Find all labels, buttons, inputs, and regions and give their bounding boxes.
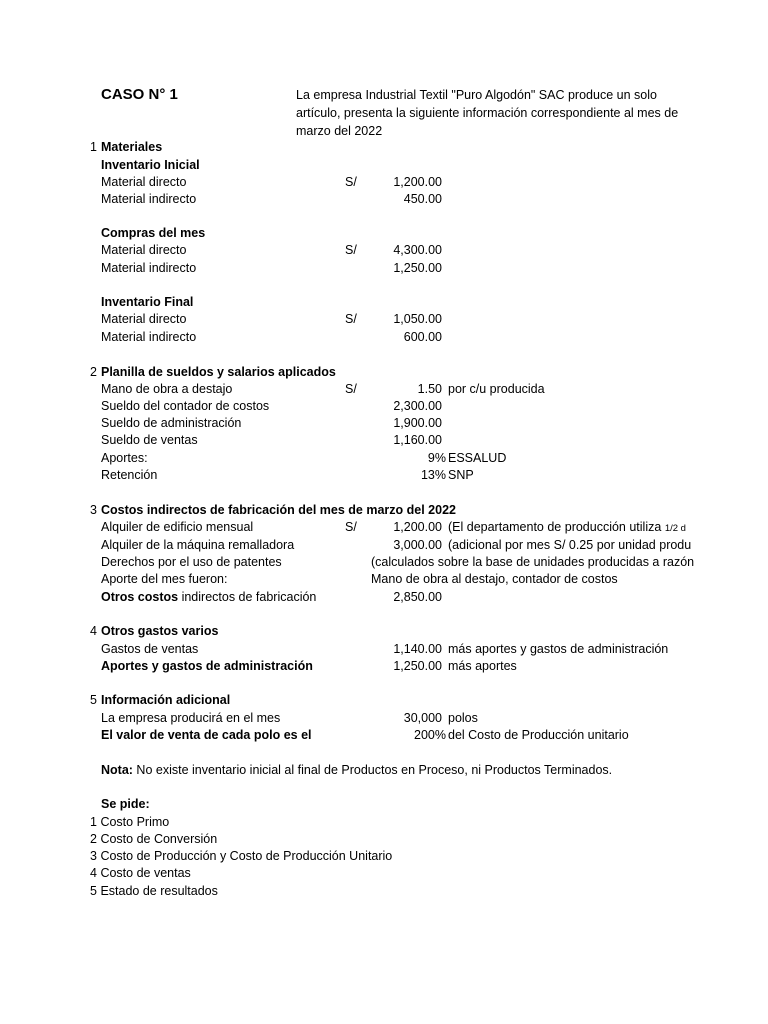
retencion-label: Retención bbox=[101, 468, 158, 482]
inventario-inicial-heading: Inventario Inicial bbox=[101, 158, 200, 172]
produccion-note: polos bbox=[448, 711, 478, 725]
se-pide-heading: Se pide: bbox=[101, 797, 150, 811]
section-4-title: Otros gastos varios bbox=[101, 624, 219, 638]
ii-material-directo-value: 1,200.00 bbox=[393, 175, 442, 189]
currency-symbol: S/ bbox=[345, 382, 357, 396]
if-material-directo-label: Material directo bbox=[101, 312, 187, 326]
aportes-gastos-value: 1,250.00 bbox=[393, 659, 442, 673]
cm-material-indirecto-value: 1,250.00 bbox=[393, 261, 442, 275]
alquiler-edificio-value: 1,200.00 bbox=[393, 520, 442, 534]
derechos-patentes-label: Derechos por el uso de patentes bbox=[101, 555, 282, 569]
aportes-gastos-note: más aportes bbox=[448, 659, 517, 673]
mano-obra-note: por c/u producida bbox=[448, 382, 545, 396]
aportes-gastos-label: Aportes y gastos de administración bbox=[101, 659, 313, 673]
section-5-title: Información adicional bbox=[101, 693, 231, 707]
pide-item-3: 3 Costo de Producción y Costo de Producción Unitario bbox=[90, 849, 393, 863]
otros-costos-label: Otros costos indirectos de fabricación bbox=[101, 590, 317, 604]
sueldo-ventas-label: Sueldo de ventas bbox=[101, 433, 198, 447]
sueldo-ventas-value: 1,160.00 bbox=[393, 433, 442, 447]
section-5-number: 5 bbox=[90, 693, 97, 707]
otros-costos-value: 2,850.00 bbox=[393, 590, 442, 604]
section-4-number: 4 bbox=[90, 624, 97, 638]
valor-venta-note: del Costo de Producción unitario bbox=[448, 728, 629, 742]
ii-material-indirecto-value: 450.00 bbox=[403, 192, 442, 206]
produccion-label: La empresa producirá en el mes bbox=[101, 711, 281, 725]
pide-item-2: 2 Costo de Conversión bbox=[90, 832, 218, 846]
alquiler-maquina-value: 3,000.00 bbox=[393, 538, 442, 552]
compras-heading: Compras del mes bbox=[101, 226, 206, 240]
gastos-ventas-note: más aportes y gastos de administración bbox=[448, 642, 669, 656]
retencion-note: SNP bbox=[448, 468, 474, 482]
inventario-final-heading: Inventario Final bbox=[101, 295, 194, 309]
cm-material-indirecto-label: Material indirecto bbox=[101, 261, 197, 275]
produccion-value: 30,000 bbox=[403, 711, 442, 725]
mano-obra-label: Mano de obra a destajo bbox=[101, 382, 233, 396]
cm-material-directo-label: Material directo bbox=[101, 243, 187, 257]
sueldo-contador-value: 2,300.00 bbox=[393, 399, 442, 413]
section-2-number: 2 bbox=[90, 365, 97, 379]
section-1-title: Materiales bbox=[101, 140, 163, 154]
currency-symbol: S/ bbox=[345, 175, 357, 189]
currency-symbol: S/ bbox=[345, 243, 357, 257]
alquiler-edificio-note: (El departamento de producción utiliza 1/2 d bbox=[448, 520, 686, 534]
pide-item-1: 1 Costo Primo bbox=[90, 815, 170, 829]
alquiler-edificio-label: Alquiler de edificio mensual bbox=[101, 520, 254, 534]
section-1-number: 1 bbox=[90, 140, 97, 154]
aportes-value: 9% bbox=[427, 451, 446, 465]
alquiler-maquina-label: Alquiler de la máquina remalladora bbox=[101, 538, 295, 552]
sueldo-contador-label: Sueldo del contador de costos bbox=[101, 399, 270, 413]
if-material-directo-value: 1,050.00 bbox=[393, 312, 442, 326]
section-3-number: 3 bbox=[90, 503, 97, 517]
mano-obra-value: 1.50 bbox=[417, 382, 442, 396]
case-intro: La empresa Industrial Textil "Puro Algodón" SAC produce un solo artículo, presenta la siguiente información correspondiente al mes de marzo del 2022 bbox=[296, 88, 679, 138]
pide-item-5: 5 Estado de resultados bbox=[90, 884, 218, 898]
if-material-indirecto-label: Material indirecto bbox=[101, 330, 197, 344]
ii-material-directo-label: Material directo bbox=[101, 175, 187, 189]
gastos-ventas-label: Gastos de ventas bbox=[101, 642, 199, 656]
case-title: CASO N° 1 bbox=[101, 86, 178, 103]
gastos-ventas-value: 1,140.00 bbox=[393, 642, 442, 656]
ii-material-indirecto-label: Material indirecto bbox=[101, 192, 197, 206]
currency-symbol: S/ bbox=[345, 312, 357, 326]
derechos-patentes-note: (calculados sobre la base de unidades producidas a razón bbox=[371, 555, 695, 569]
sueldo-admin-label: Sueldo de administración bbox=[101, 416, 242, 430]
pide-item-4: 4 Costo de ventas bbox=[90, 866, 191, 880]
sueldo-admin-value: 1,900.00 bbox=[393, 416, 442, 430]
retencion-value: 13% bbox=[420, 468, 446, 482]
aportes-note: ESSALUD bbox=[448, 451, 507, 465]
valor-venta-label: El valor de venta de cada polo es el bbox=[101, 728, 312, 742]
if-material-indirecto-value: 600.00 bbox=[403, 330, 442, 344]
currency-symbol: S/ bbox=[345, 520, 357, 534]
valor-venta-value: 200% bbox=[414, 728, 446, 742]
alquiler-maquina-note: (adicional por mes S/ 0.25 por unidad produ bbox=[448, 538, 692, 552]
aportes-label: Aportes: bbox=[101, 451, 148, 465]
aporte-mes-note: Mano de obra al destajo, contador de costos bbox=[371, 572, 618, 586]
cm-material-directo-value: 4,300.00 bbox=[393, 243, 442, 257]
section-3-title: Costos indirectos de fabricación del mes de marzo del 2022 bbox=[101, 503, 456, 517]
aporte-mes-label: Aporte del mes fueron: bbox=[101, 572, 228, 586]
nota: Nota: No existe inventario inicial al final de Productos en Proceso, ni Productos Terminados. bbox=[101, 763, 613, 777]
section-2-title: Planilla de sueldos y salarios aplicados bbox=[101, 365, 336, 379]
